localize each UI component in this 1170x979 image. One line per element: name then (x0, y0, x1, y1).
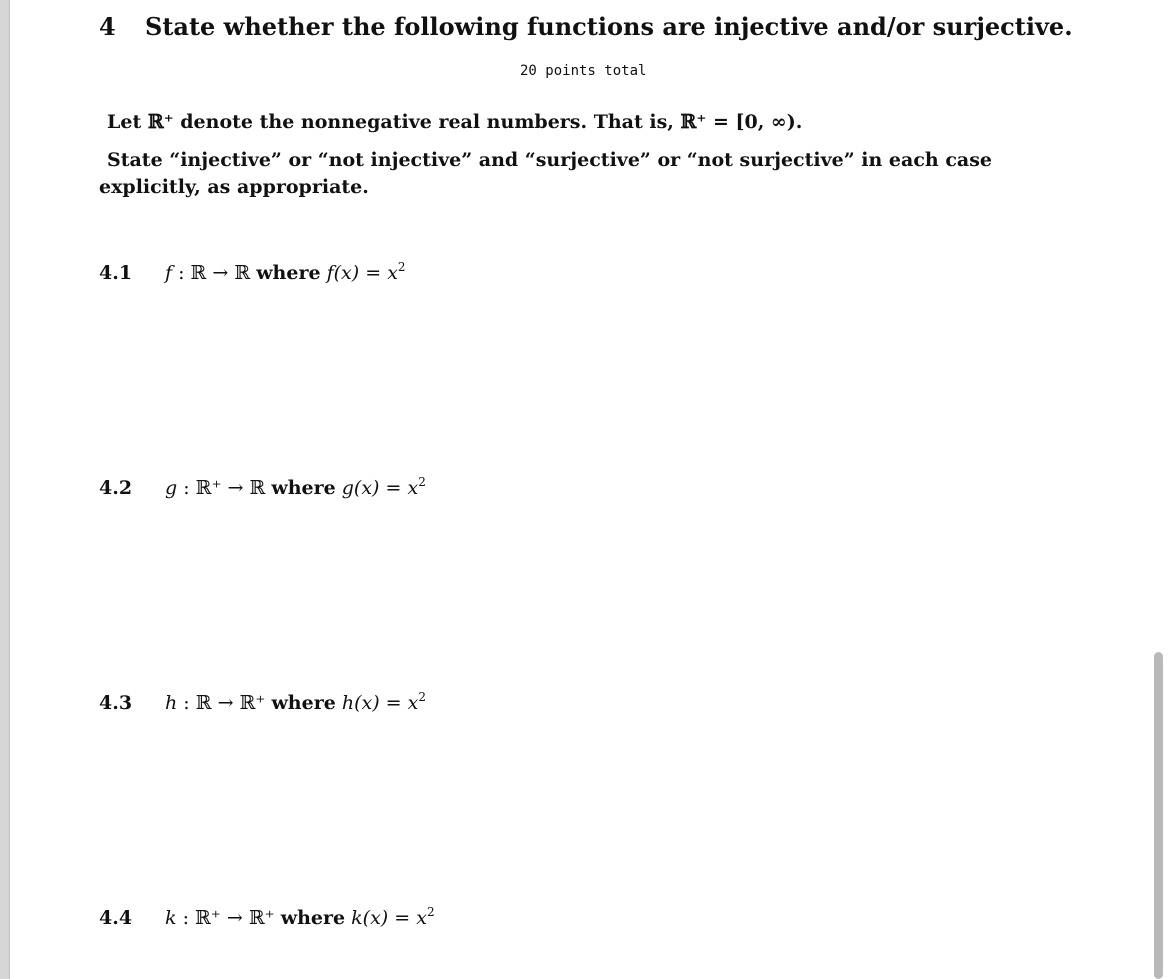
subsection-statement (165, 477, 426, 499)
points-label: 20 points total (520, 63, 647, 79)
domain: ℝ (195, 692, 212, 714)
scrollbar-thumb[interactable] (1154, 652, 1163, 979)
function-name: g (165, 477, 178, 499)
function-name: k (165, 907, 177, 929)
intro-line-3: explicitly, as appropriate. (99, 176, 369, 198)
intro-line-2: State “injective” or “not injective” and “surjective” or “not surjective” in each case (107, 149, 992, 171)
subsection-number: 4.4 (99, 907, 133, 929)
formula-rhs: x (387, 262, 398, 284)
where-label: where (271, 477, 336, 499)
codomain: ℝ (234, 262, 251, 284)
formula-rhs: x (407, 692, 419, 714)
arrow: → (212, 262, 229, 284)
colon: : (178, 262, 185, 284)
codomain: ℝ⁺ (239, 692, 266, 714)
function-name: h (165, 692, 178, 714)
colon: : (183, 477, 190, 499)
arrow: → (226, 907, 243, 929)
subsection-statement (165, 262, 406, 284)
codomain: ℝ⁺ (248, 907, 275, 929)
formula-lhs: f(x) (326, 262, 360, 284)
equals: = (394, 907, 411, 929)
formula-lhs: k(x) (351, 907, 389, 929)
codomain: ℝ (249, 477, 266, 499)
section-number: 4 (99, 12, 116, 41)
subsection-number: 4.3 (99, 692, 133, 714)
where-label: where (256, 262, 321, 284)
formula-rhs: x (407, 477, 419, 499)
exponent: 2 (397, 260, 406, 274)
vertical-scrollbar[interactable] (1144, 0, 1170, 979)
colon: : (183, 692, 190, 714)
where-label: where (271, 692, 336, 714)
equals: = (385, 692, 402, 714)
document-page (10, 0, 1144, 979)
equals: = (385, 477, 402, 499)
formula-lhs: g(x) (341, 477, 380, 499)
exponent: 2 (418, 690, 426, 704)
section-title: State whether the following functions are injective and/or surjective. (145, 12, 1073, 41)
exponent: 2 (418, 475, 426, 489)
subsection-statement (165, 692, 426, 714)
domain: ℝ⁺ (195, 477, 222, 499)
function-name: f (165, 262, 173, 284)
intro-line-1: Let ℝ⁺ denote the nonnegative real numbers. That is, ℝ⁺ = [0, ∞). (107, 111, 803, 133)
equals: = (365, 262, 382, 284)
formula-lhs: h(x) (341, 692, 380, 714)
arrow: → (217, 692, 234, 714)
domain: ℝ⁺ (195, 907, 221, 929)
subsection-number: 4.1 (99, 262, 133, 284)
subsection-statement (165, 907, 435, 929)
colon: : (182, 907, 189, 929)
arrow: → (227, 477, 244, 499)
subsection-number: 4.2 (99, 477, 133, 499)
exponent: 2 (426, 905, 435, 919)
domain: ℝ (190, 262, 207, 284)
where-label: where (280, 907, 346, 929)
formula-rhs: x (416, 907, 427, 929)
